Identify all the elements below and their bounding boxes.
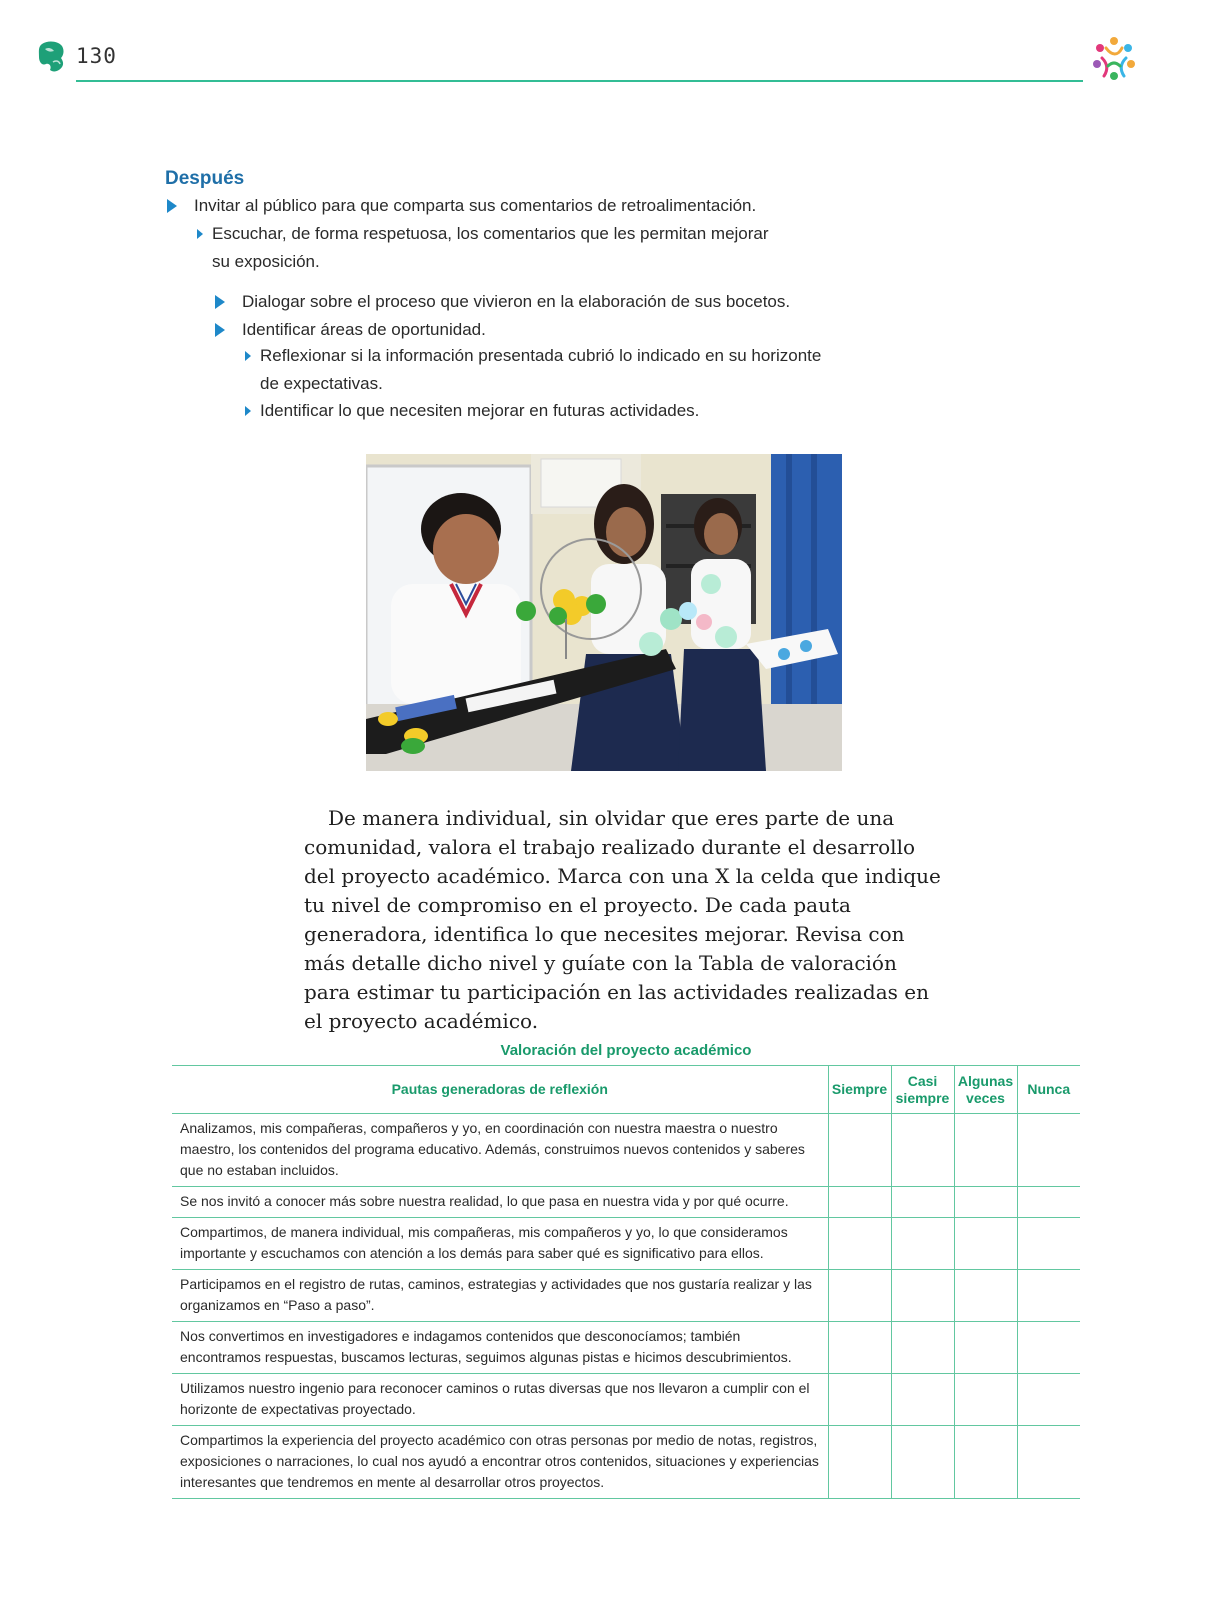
mark-cell-siempre[interactable]: [828, 1426, 891, 1499]
mark-cell-algunas-veces[interactable]: [954, 1426, 1017, 1499]
mark-cell-siempre[interactable]: [828, 1270, 891, 1322]
bullet-text: Invitar al público para que comparta sus comentarios de retroalimentación.: [194, 196, 757, 215]
table-row: [172, 1218, 1080, 1270]
table-row: [172, 1374, 1080, 1426]
triangle-bullet-icon: [167, 199, 177, 213]
students-presenting-photo: [366, 454, 842, 771]
triangle-bullet-icon: [245, 351, 251, 361]
bullet-text: Reflexionar si la información presentada cubrió lo indicado en su horizonte: [260, 346, 822, 365]
reflection-prompt: Nos convertimos en investigadores e indagamos contenidos que desconocíamos; también encontramos respuestas, buscamos lecturas, seguimos algunas pistas e hicimos descubrimientos.: [172, 1322, 828, 1374]
header-rule: [76, 80, 1083, 82]
table-row: [172, 1114, 1080, 1187]
table-row: [172, 1187, 1080, 1218]
mark-cell-algunas-veces[interactable]: [954, 1374, 1017, 1426]
mark-cell-casi-siempre[interactable]: [891, 1114, 954, 1187]
evaluation-table: [172, 1065, 1080, 1499]
column-header-nunca: Nunca: [1017, 1066, 1080, 1114]
mark-cell-algunas-veces[interactable]: [954, 1218, 1017, 1270]
column-header-pautas: Pautas generadoras de reflexión: [172, 1066, 828, 1114]
mark-cell-algunas-veces[interactable]: [954, 1322, 1017, 1374]
mark-cell-nunca[interactable]: [1017, 1114, 1080, 1187]
mark-cell-nunca[interactable]: [1017, 1374, 1080, 1426]
mark-cell-siempre[interactable]: [828, 1322, 891, 1374]
mark-cell-casi-siempre[interactable]: [891, 1322, 954, 1374]
column-header-casi-siempre: Casi siempre: [891, 1066, 954, 1114]
mark-cell-nunca[interactable]: [1017, 1322, 1080, 1374]
mark-cell-algunas-veces[interactable]: [954, 1187, 1017, 1218]
section-title: Después: [165, 168, 245, 189]
green-leaf-head-icon: [36, 40, 66, 74]
page-number: 130: [76, 44, 117, 68]
mark-cell-nunca[interactable]: [1017, 1426, 1080, 1499]
instruction-paragraph: [304, 804, 944, 1036]
mark-cell-nunca[interactable]: [1017, 1187, 1080, 1218]
reflection-prompt: Compartimos la experiencia del proyecto académico con otras personas por medio de notas, registros, exposiciones o narraciones, lo cual nos ayudó a encontrar otros contenidos, situaciones y experiencias interesantes que tendremos en mente al desarrollar otros proyectos.: [172, 1426, 828, 1499]
column-header-algunas-veces: Algunas veces: [954, 1066, 1017, 1114]
reflection-prompt: Analizamos, mis compañeras, compañeros y yo, en coordinación con nuestra maestra o nuestro maestro, los contenidos del programa educativo. Además, construimos nuevos contenidos y saberes que no estaban incluidos.: [172, 1114, 828, 1187]
table-header-row: [172, 1066, 1080, 1114]
bullet-text: Identificar lo que necesiten mejorar en futuras actividades.: [260, 401, 700, 420]
bullet-text-continuation: su exposición.: [212, 252, 320, 271]
reflection-prompt: Participamos en el registro de rutas, caminos, estrategias y actividades que nos gustaría realizar y las organizamos en “Paso a paso”.: [172, 1270, 828, 1322]
reflection-prompt: Utilizamos nuestro ingenio para reconocer caminos o rutas diversas que nos llevaron a cumplir con el horizonte de expectativas proyectado.: [172, 1374, 828, 1426]
bullet-text: Escuchar, de forma respetuosa, los comentarios que les permitan mejorar: [212, 224, 769, 243]
mark-cell-casi-siempre[interactable]: [891, 1374, 954, 1426]
mark-cell-nunca[interactable]: [1017, 1270, 1080, 1322]
table-title: Valoración del proyecto académico: [500, 1042, 752, 1059]
triangle-bullet-icon: [215, 323, 225, 337]
reflection-prompt: Compartimos, de manera individual, mis compañeras, mis compañeros y yo, lo que consideramos importante y escuchamos con atención a los demás para saber qué es significativo para ellos.: [172, 1218, 828, 1270]
mark-cell-casi-siempre[interactable]: [891, 1426, 954, 1499]
bullet-text: Identificar áreas de oportunidad.: [242, 320, 486, 339]
table-row: [172, 1322, 1080, 1374]
bullet-text-continuation: de expectativas.: [260, 374, 383, 393]
column-header-siempre: Siempre: [828, 1066, 891, 1114]
mark-cell-algunas-veces[interactable]: [954, 1114, 1017, 1187]
mark-cell-siempre[interactable]: [828, 1114, 891, 1187]
triangle-bullet-icon: [245, 406, 251, 416]
table-row: [172, 1270, 1080, 1322]
mark-cell-algunas-veces[interactable]: [954, 1270, 1017, 1322]
community-logo-icon: [1088, 34, 1140, 84]
mark-cell-casi-siempre[interactable]: [891, 1218, 954, 1270]
mark-cell-siempre[interactable]: [828, 1187, 891, 1218]
mark-cell-casi-siempre[interactable]: [891, 1270, 954, 1322]
triangle-bullet-icon: [215, 295, 225, 309]
mark-cell-casi-siempre[interactable]: [891, 1187, 954, 1218]
bullet-text: Dialogar sobre el proceso que vivieron en la elaboración de sus bocetos.: [242, 292, 791, 311]
paragraph-text: De manera individual, sin olvidar que eres parte de una comunidad, valora el trabajo realizado durante el desarrollo del proyecto académico. Marca con una X la celda que indique tu nivel de compromiso en el proyecto. De cada pauta generadora, identifica lo que necesites mejorar. Revisa con más detalle dicho nivel y guíate con la Tabla de valoración para estimar tu participación en las actividades realizadas en el proyecto académico.: [304, 806, 941, 1033]
triangle-bullet-icon: [197, 229, 203, 239]
reflection-prompt: Se nos invitó a conocer más sobre nuestra realidad, lo que pasa en nuestra vida y por qué ocurre.: [172, 1187, 828, 1218]
mark-cell-siempre[interactable]: [828, 1218, 891, 1270]
mark-cell-siempre[interactable]: [828, 1374, 891, 1426]
mark-cell-nunca[interactable]: [1017, 1218, 1080, 1270]
table-row: [172, 1426, 1080, 1499]
